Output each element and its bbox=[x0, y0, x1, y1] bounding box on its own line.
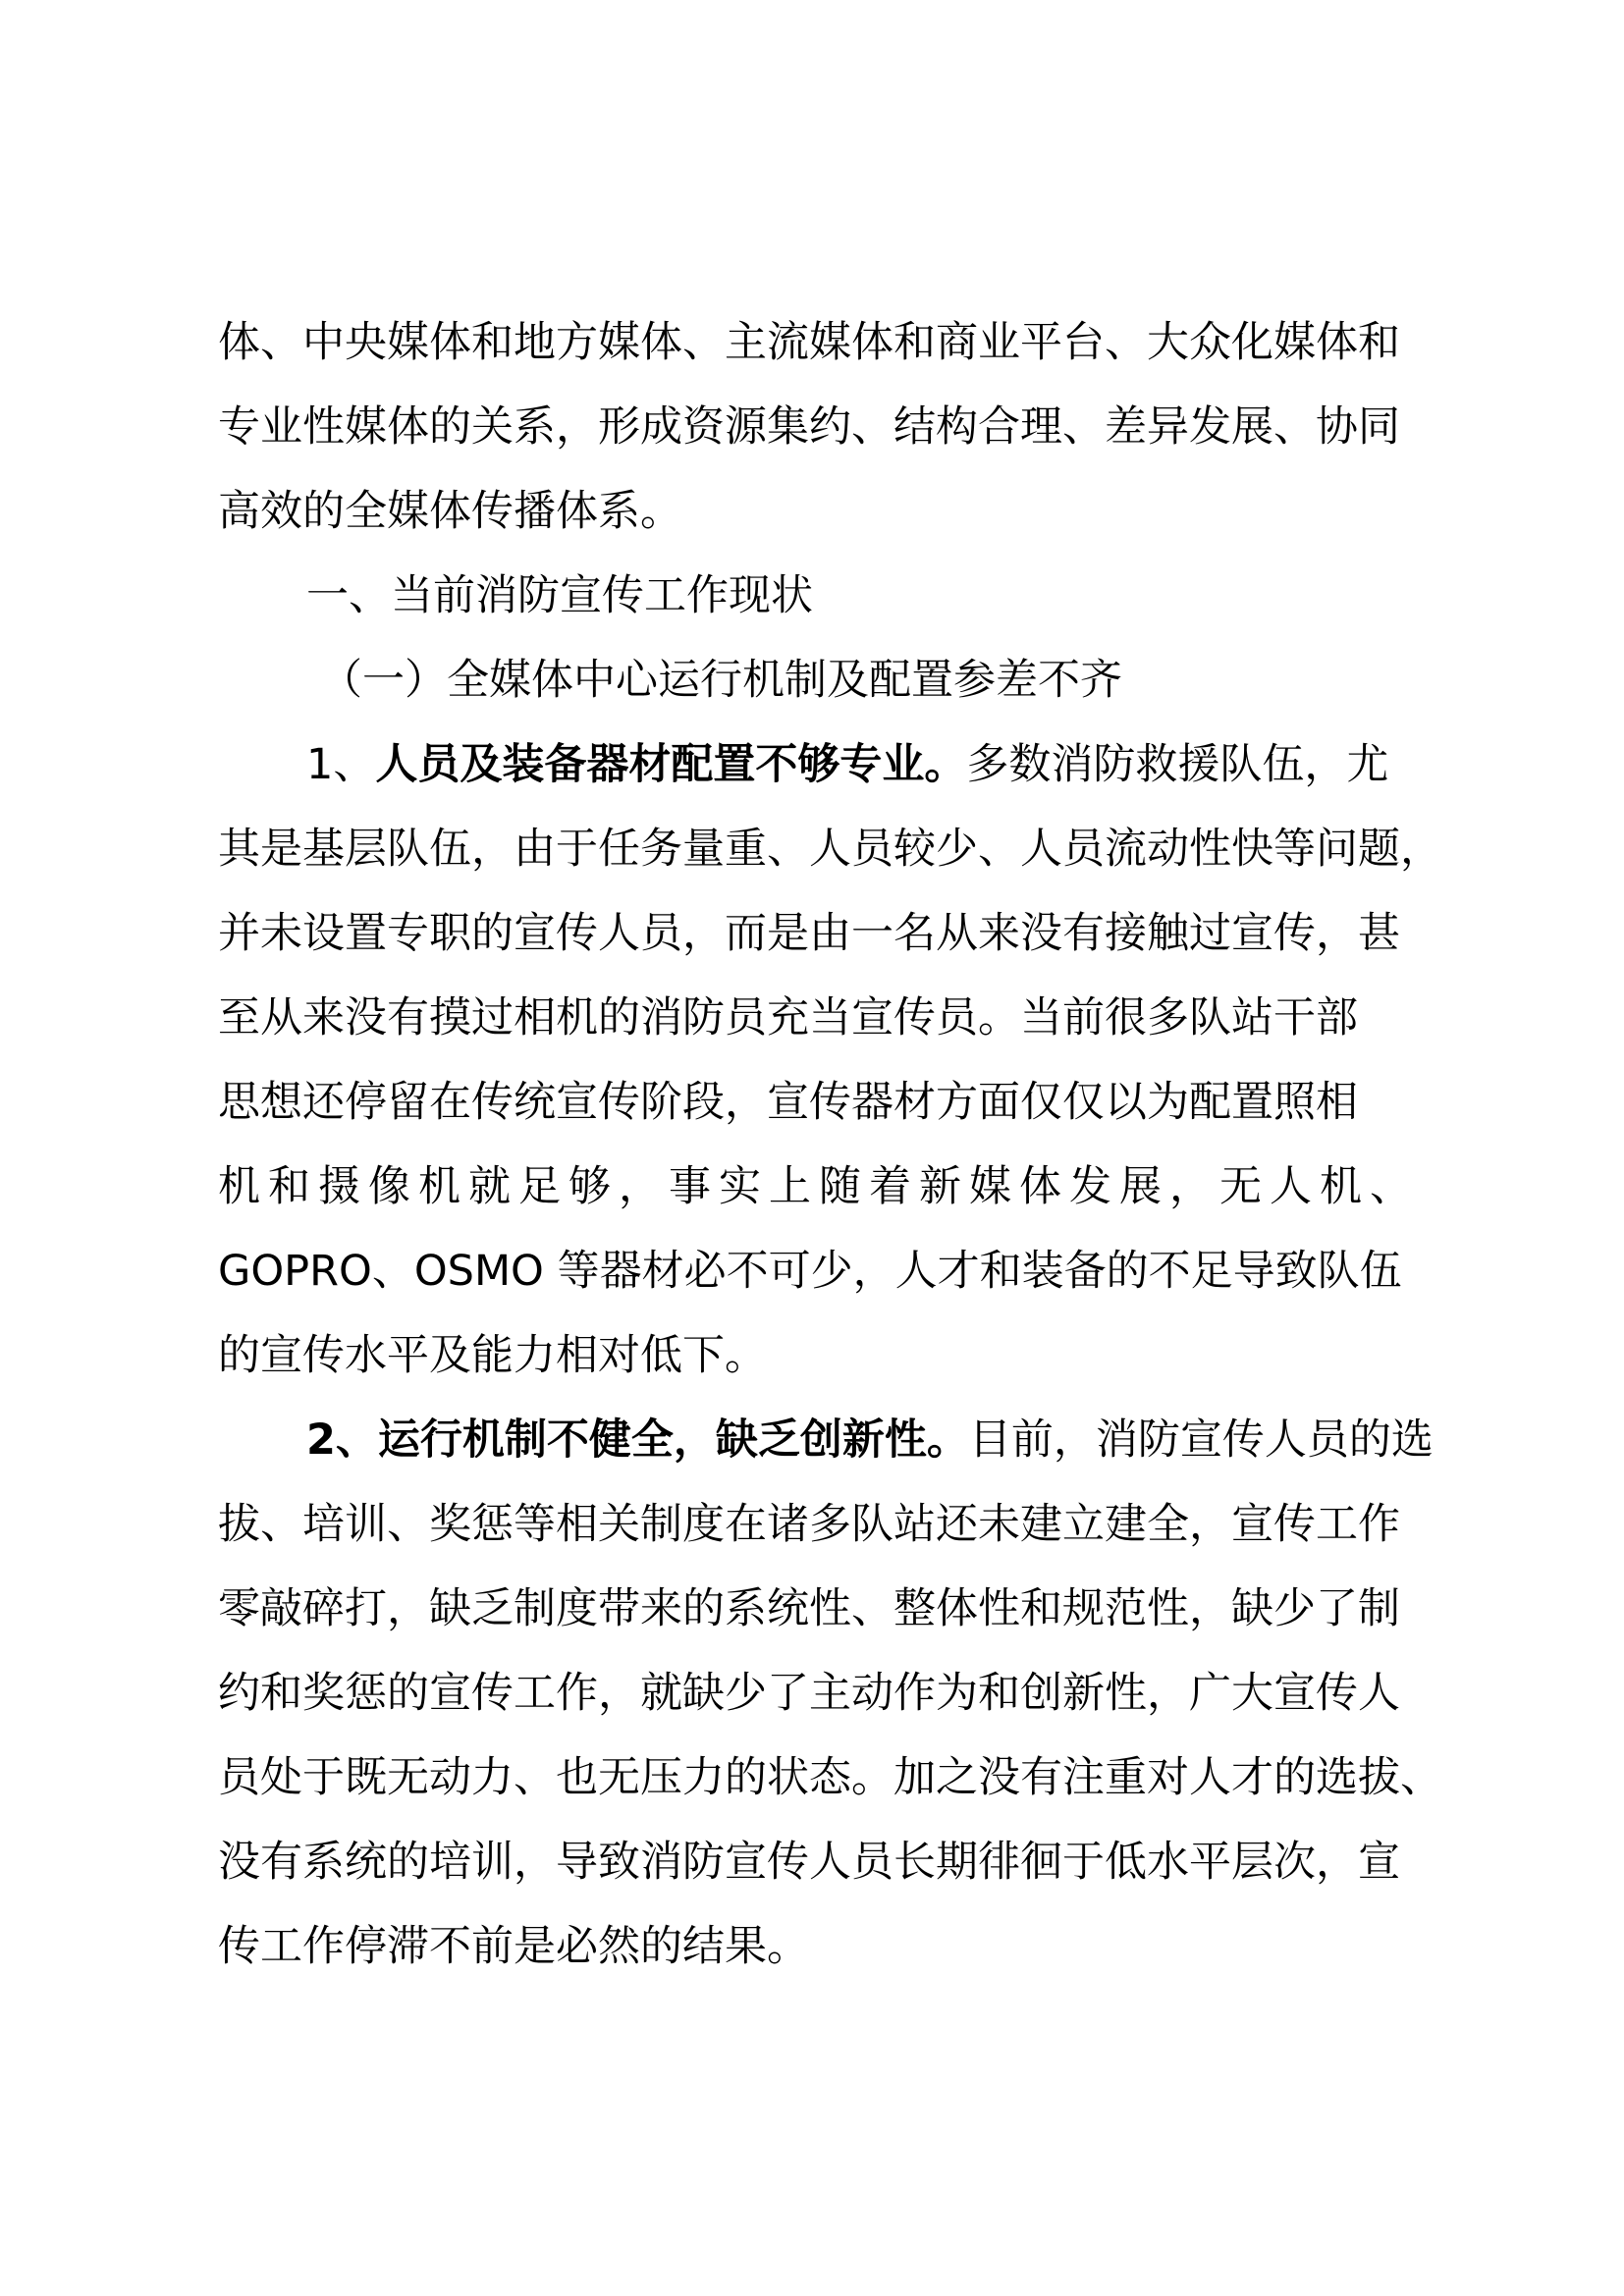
paragraph-line: 约和奖惩的宣传工作，就缺少了主动作为和创新性，广大宣传人 bbox=[218, 1669, 1400, 1718]
paragraph-line: 零敲碎打，缺乏制度带来的系统性、整体性和规范性，缺少了制 bbox=[218, 1584, 1400, 1633]
paragraph-line: 传工作停滞不前是必然的结果。 bbox=[218, 1922, 809, 1971]
paragraph-line: 没有系统的培训，导致消防宣传人员长期徘徊于低水平层次，宣 bbox=[218, 1838, 1400, 1887]
point2-title: 2、运行机制不健全，缺乏创新性。 bbox=[306, 1415, 969, 1465]
point2-first-line bbox=[306, 1411, 1504, 1469]
paragraph-line: 的宣传水平及能力相对低下。 bbox=[218, 1331, 767, 1380]
paragraph-line: 专业性媒体的关系，形成资源集约、结构合理、差异发展、协同 bbox=[218, 402, 1400, 452]
point1-first-line bbox=[306, 735, 1504, 794]
paragraph-line: 其是基层队伍，由于任务量重、人员较少、人员流动性快等问题， bbox=[218, 825, 1442, 874]
point1-title: 人员及装备器材配置不够专业。 bbox=[375, 740, 967, 789]
paragraph-line: 体、中央媒体和地方媒体、主流媒体和商业平台、大众化媒体和 bbox=[218, 318, 1400, 367]
paragraph-line: 员处于既无动力、也无压力的状态。加之没有注重对人才的选拔、 bbox=[218, 1753, 1442, 1802]
paragraph-line: 思想还停留在传统宣传阶段，宣传器材方面仅仅以为配置照相 bbox=[218, 1078, 1358, 1127]
point1-text: 多数消防救援队伍，尤 bbox=[966, 740, 1389, 789]
section-heading: 一、当前消防宣传工作现状 bbox=[306, 571, 813, 620]
paragraph-line: 拔、培训、奖惩等相关制度在诸多队站还未建立建全，宣传工作 bbox=[218, 1500, 1400, 1549]
point1-number: 1、 bbox=[306, 740, 376, 789]
paragraph-line: 并未设置专职的宣传人员，而是由一名从来没有接触过宣传，甚 bbox=[218, 909, 1400, 958]
paragraph-line: 机和摄像机就足够，事实上随着新媒体发展，无人机、 bbox=[218, 1162, 1420, 1211]
subsection-heading: （一）全媒体中心运行机制及配置参差不齐 bbox=[320, 656, 1122, 705]
paragraph-line: 至从来没有摸过相机的消防员充当宣传员。当前很多队站干部 bbox=[218, 993, 1358, 1042]
point2-text: 目前，消防宣传人员的选 bbox=[968, 1415, 1434, 1465]
paragraph-line: 高效的全媒体传播体系。 bbox=[218, 487, 682, 536]
paragraph-line: GOPRO、OSMO 等器材必不可少，人才和装备的不足导致队伍 bbox=[218, 1247, 1402, 1296]
